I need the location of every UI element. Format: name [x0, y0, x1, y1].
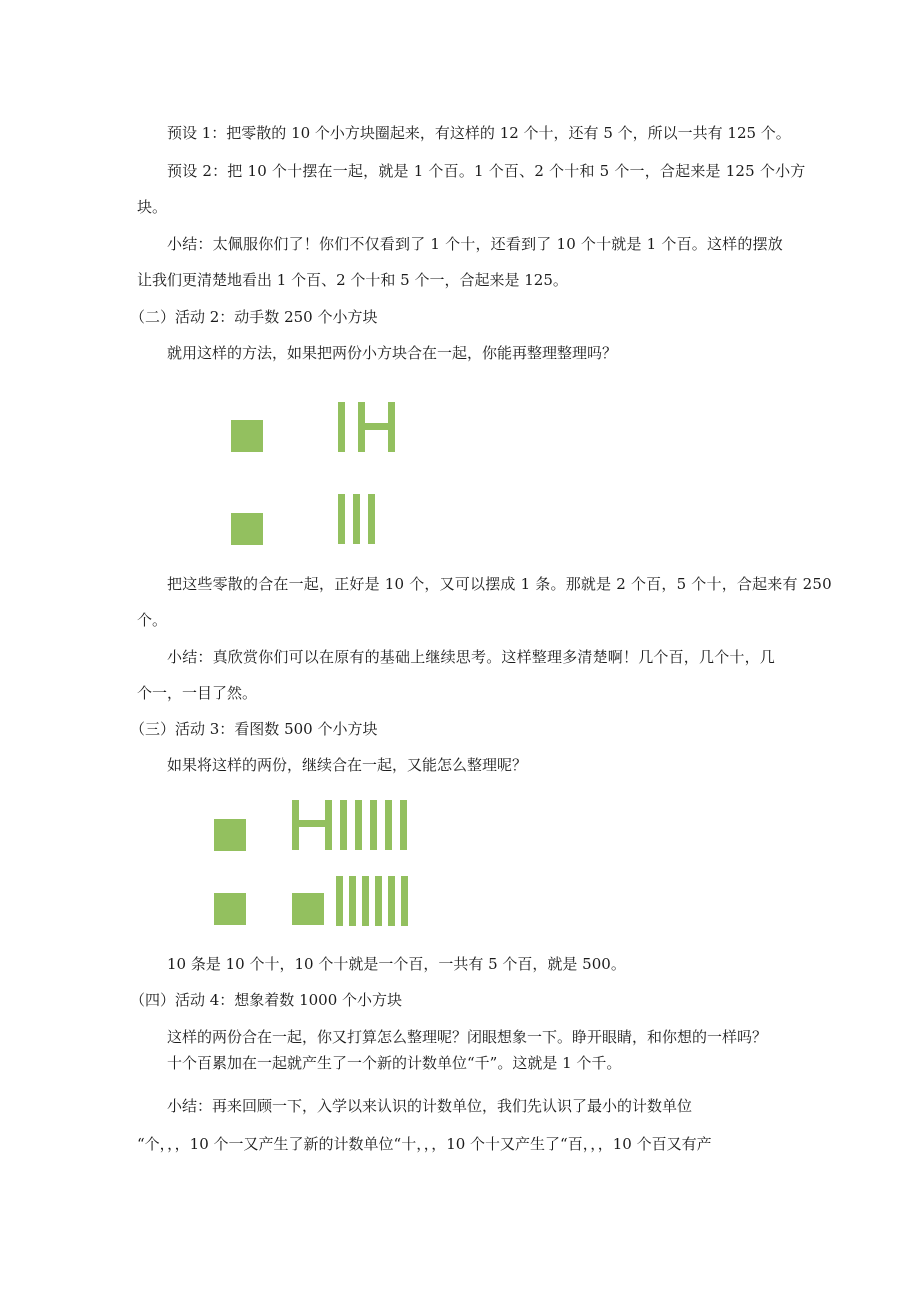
- activity-3-heading: （三）活动 3：看图数 500 个小方块: [130, 720, 378, 738]
- ten-bar: [355, 800, 362, 850]
- single-block: [231, 513, 263, 545]
- activity-2-answer-line1: 把这些零散的合在一起，正好是 10 个，又可以摆成 1 条。那就是 2 个百，5 个十，合起来有 250: [167, 575, 832, 593]
- activity-2-answer-line2: 个。: [137, 611, 168, 629]
- summary-3-text-line2: “个，，，10 个一又产生了新的计数单位“十，，，10 个十又产生了“百，，，10 个百又有产: [137, 1135, 712, 1153]
- ten-bar: [368, 494, 375, 544]
- activity-3-question: 如果将这样的两份，继续合在一起，又能怎么整理呢？: [167, 756, 528, 774]
- ten-bar: [340, 800, 347, 850]
- ten-bar-horizontal: [358, 423, 388, 430]
- ten-bar: [385, 800, 392, 850]
- activity-4-text-line2: 十个百累加在一起就产生了一个新的计数单位“千”。这就是 1 个千。: [167, 1054, 622, 1072]
- ten-bar: [336, 876, 343, 926]
- activity-4-text-line1: 这样的两份合在一起，你又打算怎么整理呢？闭眼想象一下。睁开眼睛，和你想的一样吗？: [167, 1028, 768, 1046]
- summary-2-text-line2: 个一，一目了然。: [137, 684, 258, 702]
- ten-bar: [388, 876, 395, 926]
- summary-3-text-line1: 小结：再来回顾一下，入学以来认识的计数单位，我们先认识了最小的计数单位: [167, 1097, 693, 1115]
- ten-bar: [349, 876, 356, 926]
- preset-1-text: 预设 1：把零散的 10 个小方块圈起来，有这样的 12 个十，还有 5 个，所以一共有 125 个。: [167, 124, 791, 142]
- summary-1-text-line2: 让我们更清楚地看出 1 个百、2 个十和 5 个一，合起来是 125。: [137, 271, 568, 289]
- ten-bar: [370, 800, 377, 850]
- preset-2-text-line2: 块。: [137, 198, 168, 216]
- activity-2-question: 就用这样的方法，如果把两份小方块合在一起，你能再整理整理吗？: [167, 344, 618, 362]
- ten-bar: [338, 402, 345, 452]
- ten-bar: [353, 494, 360, 544]
- ten-bar: [400, 800, 407, 850]
- ten-bar: [338, 494, 345, 544]
- single-block: [292, 893, 324, 925]
- ten-bar: [362, 876, 369, 926]
- activity-4-heading: （四）活动 4：想象着数 1000 个小方块: [130, 991, 403, 1009]
- summary-1-text-line1: 小结：太佩服你们了！你们不仅看到了 1 个十，还看到了 10 个十就是 1 个百。这样的摆放: [167, 235, 783, 253]
- ten-bar-horizontal: [292, 820, 328, 827]
- activity-2-heading: （二）活动 2：动手数 250 个小方块: [130, 308, 378, 326]
- ten-bar: [401, 876, 408, 926]
- ten-bar: [375, 876, 382, 926]
- activity-3-answer: 10 条是 10 个十，10 个十就是一个百，一共有 5 个百，就是 500。: [167, 955, 626, 973]
- summary-2-text-line1: 小结：真欣赏你们可以在原有的基础上继续思考。这样整理多清楚啊！几个百，几个十，几: [167, 648, 776, 666]
- single-block: [231, 420, 263, 452]
- single-block: [214, 893, 246, 925]
- single-block: [214, 819, 246, 851]
- preset-2-text-line1: 预设 2：把 10 个十摆在一起，就是 1 个百。1 个百、2 个十和 5 个一，合起来是 125 个小方: [167, 162, 806, 180]
- ten-bar: [325, 800, 332, 850]
- ten-bar: [388, 402, 395, 452]
